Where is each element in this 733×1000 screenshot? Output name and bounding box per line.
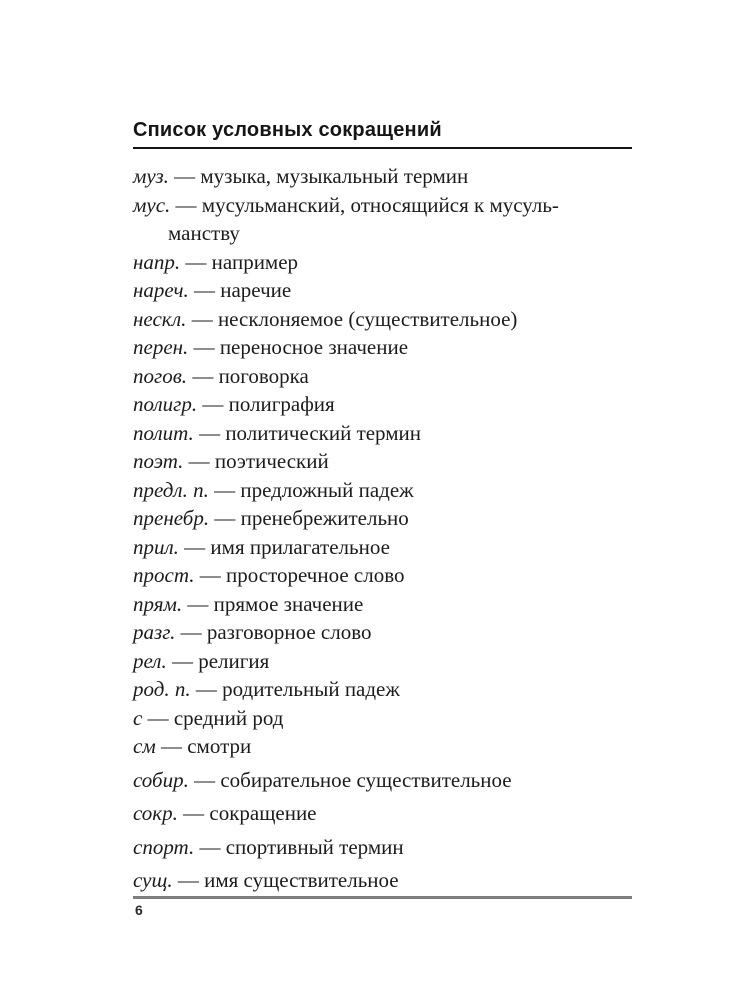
dash-separator: — bbox=[178, 534, 211, 559]
dash-separator: — bbox=[177, 801, 210, 825]
abbreviation-entry bbox=[133, 561, 632, 590]
abbreviation-term: сокр. bbox=[133, 801, 178, 825]
dash-separator: — bbox=[194, 563, 226, 587]
abbreviation-term: перен. bbox=[133, 335, 189, 359]
abbreviation-entry bbox=[133, 590, 632, 619]
abbreviation-meaning: сокращение bbox=[209, 801, 317, 825]
abbreviation-meaning: предложный падеж bbox=[240, 477, 414, 502]
abbreviation-meaning: имя существительное bbox=[204, 868, 399, 892]
abbreviation-meaning: музыка, музыкальный термин bbox=[200, 164, 469, 188]
dash-separator: — bbox=[175, 620, 207, 644]
abbreviation-term: с bbox=[133, 705, 143, 730]
abbreviation-meaning: мусульманский, относящийся к мусуль- bbox=[201, 192, 559, 217]
abbreviation-meaning: поэтический bbox=[214, 449, 329, 473]
dash-separator: — bbox=[194, 834, 226, 859]
dash-separator: — bbox=[186, 306, 218, 331]
dash-separator: — bbox=[180, 249, 212, 274]
footer-divider bbox=[133, 896, 632, 899]
abbreviation-entry bbox=[133, 390, 632, 419]
abbreviation-term: предл. п. bbox=[133, 477, 209, 502]
abbreviation-meaning: переносное значение bbox=[219, 335, 409, 359]
dash-separator: — bbox=[155, 734, 188, 758]
abbreviation-term: прям. bbox=[133, 591, 183, 616]
abbreviation-term: мус. bbox=[133, 192, 171, 217]
dash-separator: — bbox=[166, 648, 199, 673]
abbreviation-meaning: средний род bbox=[173, 705, 284, 730]
dash-separator: — bbox=[172, 868, 205, 892]
abbreviation-meaning: прямое значение bbox=[213, 591, 364, 616]
dash-separator: — bbox=[188, 767, 221, 792]
dash-separator: — bbox=[193, 420, 226, 445]
dash-separator: — bbox=[208, 477, 241, 502]
abbreviation-meaning: несклоняемое (существительное) bbox=[217, 306, 518, 331]
dash-separator: — bbox=[209, 506, 241, 530]
abbreviation-meaning: поговорка bbox=[218, 363, 309, 388]
abbreviation-entry bbox=[133, 504, 632, 533]
abbreviation-entry bbox=[133, 647, 632, 676]
abbreviation-entry bbox=[133, 533, 632, 562]
page-number: 6 bbox=[135, 902, 143, 918]
abbreviation-meaning: разговорное слово bbox=[206, 620, 372, 644]
abbreviation-term: поэт. bbox=[133, 449, 184, 473]
abbreviation-term: собир. bbox=[133, 767, 189, 792]
abbreviation-meaning: религия bbox=[198, 648, 270, 673]
abbreviation-term: нескл. bbox=[133, 306, 187, 331]
abbreviation-meaning: родительный падеж bbox=[222, 677, 400, 701]
abbreviation-term: рел. bbox=[133, 648, 167, 673]
page-title: Список условных сокращений bbox=[133, 118, 632, 149]
dash-separator: — bbox=[188, 335, 220, 359]
abbreviation-entry bbox=[133, 833, 632, 862]
abbreviation-entry bbox=[133, 248, 632, 277]
abbreviation-entry bbox=[133, 333, 632, 362]
abbreviation-term: см bbox=[133, 734, 156, 758]
abbreviation-term: прил. bbox=[133, 534, 179, 559]
abbreviation-term: пренебр. bbox=[133, 506, 210, 530]
abbreviation-term: род. п. bbox=[133, 677, 191, 701]
abbreviations-list bbox=[133, 162, 632, 895]
abbreviation-entry bbox=[133, 675, 632, 704]
abbreviation-entry bbox=[133, 618, 632, 647]
abbreviation-term: разг. bbox=[133, 620, 176, 644]
abbreviation-term: спорт. bbox=[133, 834, 195, 859]
abbreviation-term: нареч. bbox=[133, 278, 189, 302]
abbreviation-term: муз. bbox=[133, 164, 169, 188]
abbreviation-meaning: наречие bbox=[220, 278, 292, 302]
dash-separator: — bbox=[168, 164, 201, 188]
abbreviation-entry bbox=[133, 799, 632, 828]
dash-separator: — bbox=[142, 705, 174, 730]
dash-separator: — bbox=[182, 591, 214, 616]
abbreviation-entry bbox=[133, 362, 632, 391]
abbreviation-entry bbox=[133, 191, 632, 220]
abbreviation-entry bbox=[133, 447, 632, 476]
abbreviation-term: полигр. bbox=[133, 392, 198, 416]
abbreviation-meaning: просторечное слово bbox=[226, 563, 405, 587]
abbreviation-meaning: спортивный термин bbox=[225, 834, 404, 859]
dash-separator: — bbox=[188, 278, 221, 302]
abbreviation-meaning: собирательное существительное bbox=[220, 767, 512, 792]
abbreviation-entry bbox=[133, 704, 632, 733]
abbreviation-term: прост. bbox=[133, 563, 195, 587]
abbreviation-term: напр. bbox=[133, 249, 181, 274]
abbreviation-entry bbox=[133, 162, 632, 191]
abbreviation-entry bbox=[133, 476, 632, 505]
abbreviation-entry bbox=[133, 419, 632, 448]
abbreviation-term: погов. bbox=[133, 363, 188, 388]
abbreviation-entry bbox=[133, 305, 632, 334]
abbreviation-meaning: смотри bbox=[187, 734, 252, 758]
abbreviation-meaning: полиграфия bbox=[228, 392, 335, 416]
abbreviation-entry bbox=[133, 732, 632, 761]
abbreviation-entry bbox=[133, 276, 632, 305]
abbreviation-entry bbox=[133, 766, 632, 795]
dash-separator: — bbox=[183, 449, 215, 473]
dash-separator: — bbox=[190, 677, 223, 701]
abbreviation-entry bbox=[133, 866, 632, 895]
meaning-continuation: манству bbox=[168, 221, 240, 245]
abbreviation-meaning: например bbox=[211, 249, 299, 274]
abbreviation-term: сущ. bbox=[133, 868, 173, 892]
abbreviation-meaning: имя прилагательное bbox=[210, 534, 390, 559]
dash-separator: — bbox=[197, 392, 229, 416]
abbreviation-term: полит. bbox=[133, 420, 194, 445]
abbreviation-meaning: политический термин bbox=[225, 420, 422, 445]
page-content bbox=[133, 118, 632, 895]
abbreviation-meaning: пренебрежительно bbox=[240, 506, 409, 530]
dash-separator: — bbox=[187, 363, 219, 388]
dash-separator: — bbox=[170, 192, 202, 217]
